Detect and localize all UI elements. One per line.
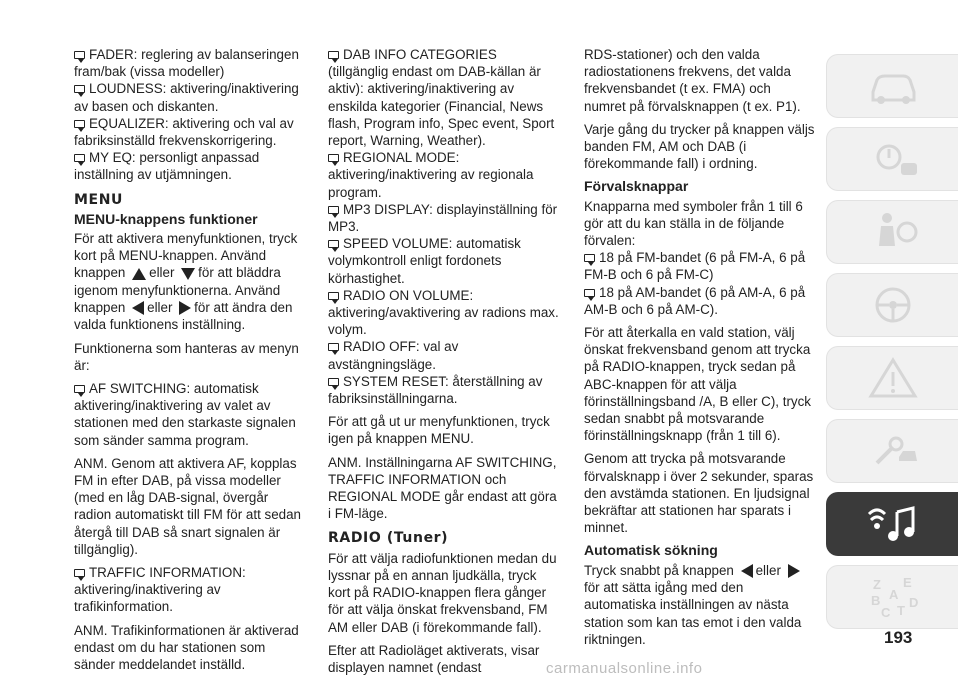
paragraph: Tryck snabbt på knappen eller för att sätta igång med den automatiska inställningen av nästa station som kan tas emot i den valda riktningen.: [584, 562, 802, 647]
bullet-icon: [74, 385, 85, 393]
column-3: [584, 46, 816, 654]
chapter-tabs: [826, 54, 958, 638]
paragraph: För att återkalla en vald station, välj önskat frekvensband genom att trycka på RADIO-knappen, tryck sedan på ABC-knappen för att välja förinställningsband /A, B eller C), tryck sedan snabbt på motsvarande förinställningsknapp (från 1 till 6).: [584, 325, 811, 444]
bullet-icon: [328, 378, 339, 386]
note-paragraph: ANM. Inställningarna AF SWITCHING, TRAFFIC INFORMATION och REGIONAL MODE går endast att göra i FM-läge.: [328, 454, 557, 522]
arrow-left-icon: [131, 300, 145, 316]
bullet-item: RADIO OFF: val av avstängningsläge.: [328, 339, 459, 372]
bullet-item: SYSTEM RESET: återställning av fabriksinställningarna.: [328, 373, 543, 407]
index-letter: T: [896, 603, 905, 618]
steering-wheel-icon: [863, 281, 923, 329]
bullet-icon: [328, 240, 339, 248]
bullet-item: FADER: reglering av balanseringen fram/bak (vissa modeller): [74, 47, 299, 80]
tab-driving[interactable]: [826, 273, 958, 337]
bullet-icon: [584, 289, 595, 297]
arrow-left-icon: [740, 563, 754, 579]
bullet-item: REGIONAL MODE: aktivering/inaktivering av regionala program.: [328, 150, 534, 200]
tab-multimedia[interactable]: [826, 492, 958, 556]
arrow-down-icon: [180, 267, 196, 281]
bullet-icon: [74, 569, 85, 577]
paragraph: RDS-stationer) och den valda radiostationens frekvens, det valda frekvensbandet (t ex. FMA) och numret på förvalsknappen (t ex. P1).: [584, 47, 801, 114]
section-heading-menu: MENU: [74, 191, 123, 208]
bullet-item: EQUALIZER: aktivering och val av fabriksinställd frekvenskorrigering.: [74, 115, 294, 149]
column-2: [328, 46, 560, 682]
column-1: [74, 46, 306, 679]
bullet-icon: [74, 154, 85, 162]
index-letter: C: [880, 605, 890, 620]
index-letter: E: [902, 575, 912, 590]
bullet-item: RADIO ON VOLUME: aktivering/avaktivering av radions max. volym.: [328, 287, 559, 338]
index-letter: Z: [872, 577, 881, 592]
tab-maintenance[interactable]: [826, 419, 958, 483]
bullet-item: AF SWITCHING: automatisk aktivering/inaktivering av valet av stationen med den starkaste signalen som sänder samma program.: [74, 380, 296, 448]
arrow-up-icon: [131, 267, 147, 281]
bullet-item: MP3 DISPLAY: displayinställning för MP3.: [328, 201, 558, 235]
paragraph: Funktionerna som hanteras av menyn är:: [74, 340, 299, 373]
tab-car[interactable]: [826, 54, 958, 118]
bullet-item: MY EQ: personligt anpassad inställning av utjämningen.: [74, 150, 260, 183]
arrow-right-icon: [178, 300, 192, 316]
bullet-icon: [328, 51, 339, 59]
multimedia-icon: [863, 500, 923, 548]
bullet-icon: [74, 85, 85, 93]
paragraph: Knapparna med symboler från 1 till 6 gör att du kan ställa in de följande förvalen:: [584, 198, 803, 249]
dashboard-warning-icon: [863, 135, 923, 183]
bullet-item: TRAFFIC INFORMATION: aktivering/inaktivering av trafikinformation.: [74, 564, 246, 615]
seatbelt-airbag-icon: [863, 208, 923, 256]
watermark: carmanualsonline.info: [546, 660, 703, 677]
page-number: 193: [884, 628, 913, 647]
paragraph: För att gå ut ur menyfunktionen, tryck igen på knappen MENU.: [328, 414, 550, 447]
paragraph: Varje gång du trycker på knappen väljs banden FM, AM och DAB (i förekommande fall) i ordning.: [584, 121, 815, 172]
tab-index[interactable]: [826, 565, 958, 629]
bullet-item: SPEED VOLUME: automatisk volymkontroll enligt fordonets körhastighet.: [328, 236, 521, 286]
bullet-icon: [328, 292, 339, 300]
bullet-icon: [74, 51, 85, 59]
index-letter: D: [908, 595, 918, 610]
wrench-car-icon: [863, 427, 923, 475]
warning-triangle-icon: [863, 354, 923, 402]
subheading-auto-search: Automatisk sökning: [584, 542, 718, 559]
tab-dashboard[interactable]: [826, 127, 958, 191]
bullet-icon: [584, 254, 595, 262]
bullet-icon: [328, 343, 339, 351]
paragraph: Efter att Radioläget aktiverats, visar displayen namnet (endast: [328, 642, 540, 675]
bullet-item: 18 på AM-bandet (6 på AM-A, 6 på AM-B och 6 på AM-C).: [584, 284, 806, 317]
tab-safety[interactable]: [826, 200, 958, 264]
index-letters-icon: [863, 573, 923, 621]
note-paragraph: ANM. Genom att aktivera AF, kopplas FM in efter DAB, på vissa modeller (med en låg DAB-signal, övergår radion automatiskt till FM för att sedan återgå till DAB så snart signalen är tillgänglig).: [74, 455, 301, 557]
section-heading-radio: RADIO (Tuner): [328, 530, 449, 547]
paragraph: Genom att trycka på motsvarande förvalsknapp i över 2 sekunder, sparas den avstämda stationen. En ljudsignal bekräftar att stationen har sparats i minnet.: [584, 451, 814, 536]
bullet-icon: [74, 120, 85, 128]
index-letter: B: [870, 593, 880, 608]
bullet-item: LOUDNESS: aktivering/inaktivering av basen och diskanten.: [74, 81, 299, 114]
car-icon: [863, 62, 923, 110]
note-paragraph: ANM. Trafikinformationen är aktiverad endast om du har stationen som sänder meddelandet inställd.: [74, 622, 299, 672]
paragraph: För att välja radiofunktionen medan du lyssnar på en annan ljudkälla, tryck kort på RADIO-knappen flera gånger för att välja önskat frekvensband, FM AM eller DAB (i förekommande fall).: [328, 550, 557, 635]
subheading-menu-button: MENU-knappens funktioner: [74, 210, 258, 227]
index-letter: A: [888, 587, 898, 602]
bullet-item: 18 på FM-bandet (6 på FM-A, 6 på FM-B och 6 på FM-C): [584, 250, 806, 283]
subheading-presets: Förvalsknappar: [584, 178, 689, 195]
bullet-item: DAB INFO CATEGORIES (tillgänglig endast om DAB-källan är aktiv): aktivering/inaktivering av enskilda kategorier (Financial, News flash, Program info, Spec event, Sport report, Warning, Weather).: [328, 47, 555, 149]
bullet-icon: [328, 154, 339, 162]
bullet-icon: [328, 206, 339, 214]
paragraph: För att aktivera menyfunktionen, tryck kort på MENU-knappen. Använd knappen eller för att bläddra igenom menyfunktionerna. Använd knappen eller för att ändra den valda funktionens inställning.: [74, 231, 298, 333]
arrow-right-icon: [787, 563, 801, 579]
tab-emergency[interactable]: [826, 346, 958, 410]
